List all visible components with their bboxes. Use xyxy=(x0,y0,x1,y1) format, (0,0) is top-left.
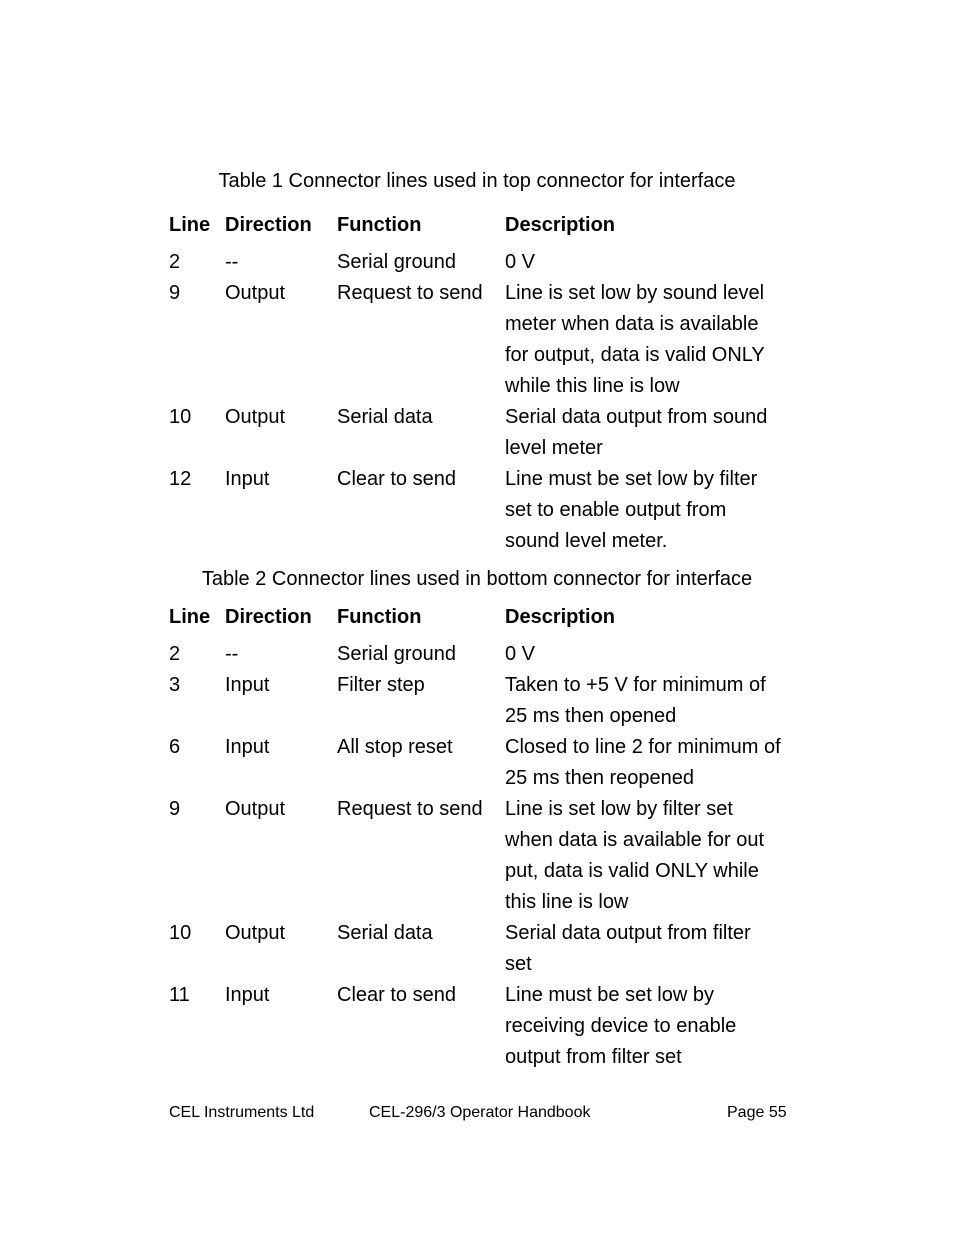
description-line: output from filter set xyxy=(505,1046,682,1068)
description-cell xyxy=(505,670,809,732)
description-line: 25 ms then opened xyxy=(505,705,677,727)
line-cell: 3 xyxy=(169,674,181,696)
line-cell: 10 xyxy=(169,406,192,428)
function-cell: Request to send xyxy=(337,798,483,820)
description-cell xyxy=(505,639,809,670)
description-cell xyxy=(505,918,809,980)
description-line: Line must be set low by xyxy=(505,984,714,1006)
description-line: set to enable output from xyxy=(505,499,727,521)
line-cell: 2 xyxy=(169,643,181,665)
function-cell: Serial ground xyxy=(337,643,456,665)
column-header-description: Description xyxy=(505,214,616,236)
function-cell: Clear to send xyxy=(337,468,456,490)
description-line: when data is available for out xyxy=(505,829,765,851)
table2-header-row xyxy=(169,603,809,639)
table1 xyxy=(169,211,809,557)
description-line: Line must be set low by filter xyxy=(505,468,758,490)
table-row xyxy=(169,639,809,670)
table-row xyxy=(169,732,809,794)
description-line: 0 V xyxy=(505,251,536,273)
column-header-line: Line xyxy=(169,214,211,236)
description-cell xyxy=(505,464,809,557)
table-row xyxy=(169,794,809,918)
column-header-function: Function xyxy=(337,214,422,236)
line-cell: 10 xyxy=(169,922,192,944)
table1-header-row xyxy=(169,211,809,247)
table-row xyxy=(169,980,809,1073)
description-line: level meter xyxy=(505,437,603,459)
direction-cell: Output xyxy=(225,282,286,304)
direction-cell: -- xyxy=(225,643,239,665)
function-cell: Filter step xyxy=(337,674,425,696)
description-line: Serial data output from filter xyxy=(505,922,751,944)
description-line: 25 ms then reopened xyxy=(505,767,695,789)
line-cell: 12 xyxy=(169,468,192,490)
line-cell: 9 xyxy=(169,798,181,820)
function-cell: All stop reset xyxy=(337,736,453,758)
direction-cell: Input xyxy=(225,736,270,758)
direction-cell: Output xyxy=(225,798,286,820)
table2 xyxy=(169,603,809,1073)
direction-cell: -- xyxy=(225,251,239,273)
footer-handbook-title: CEL-296/3 Operator Handbook xyxy=(369,1104,591,1121)
function-cell: Clear to send xyxy=(337,984,456,1006)
description-line: meter when data is available xyxy=(505,313,759,335)
description-line: Serial data output from sound xyxy=(505,406,768,428)
description-cell xyxy=(505,402,809,464)
description-cell xyxy=(505,794,809,918)
footer-page-number: Page 55 xyxy=(727,1104,787,1121)
direction-cell: Input xyxy=(225,984,270,1006)
direction-cell: Input xyxy=(225,468,270,490)
table-row xyxy=(169,247,809,278)
direction-cell: Output xyxy=(225,922,286,944)
function-cell: Serial ground xyxy=(337,251,456,273)
line-cell: 2 xyxy=(169,251,181,273)
table2-caption: Table 2 Connector lines used in bottom connector for interface xyxy=(201,568,753,590)
table1-caption: Table 1 Connector lines used in top connector for interface xyxy=(218,170,736,192)
description-cell xyxy=(505,278,809,402)
description-line: while this line is low xyxy=(505,375,680,397)
table-row xyxy=(169,918,809,980)
function-cell: Request to send xyxy=(337,282,483,304)
function-cell: Serial data xyxy=(337,922,433,944)
table-row xyxy=(169,670,809,732)
column-header-line: Line xyxy=(169,606,211,628)
description-line: Line is set low by sound level xyxy=(505,282,765,304)
description-cell xyxy=(505,732,809,794)
column-header-description: Description xyxy=(505,606,616,628)
description-line: Line is set low by filter set xyxy=(505,798,733,820)
column-header-direction: Direction xyxy=(225,214,312,236)
description-line: put, data is valid ONLY while xyxy=(505,860,759,882)
footer-company: CEL Instruments Ltd xyxy=(169,1104,315,1121)
description-line: receiving device to enable xyxy=(505,1015,737,1037)
description-line: set xyxy=(505,953,532,975)
description-line: for output, data is valid ONLY xyxy=(505,344,765,366)
column-header-direction: Direction xyxy=(225,606,312,628)
table-row xyxy=(169,464,809,557)
description-line: this line is low xyxy=(505,891,629,913)
description-line: sound level meter. xyxy=(505,530,668,552)
direction-cell: Output xyxy=(225,406,286,428)
direction-cell: Input xyxy=(225,674,270,696)
description-cell xyxy=(505,980,809,1073)
line-cell: 11 xyxy=(169,984,190,1006)
function-cell: Serial data xyxy=(337,406,433,428)
description-line: Taken to +5 V for minimum of xyxy=(505,674,766,696)
description-line: Closed to line 2 for minimum of xyxy=(505,736,781,758)
description-line: 0 V xyxy=(505,643,536,665)
table-row xyxy=(169,402,809,464)
line-cell: 6 xyxy=(169,736,181,758)
column-header-function: Function xyxy=(337,606,422,628)
line-cell: 9 xyxy=(169,282,181,304)
description-cell xyxy=(505,247,809,278)
table-row xyxy=(169,278,809,402)
